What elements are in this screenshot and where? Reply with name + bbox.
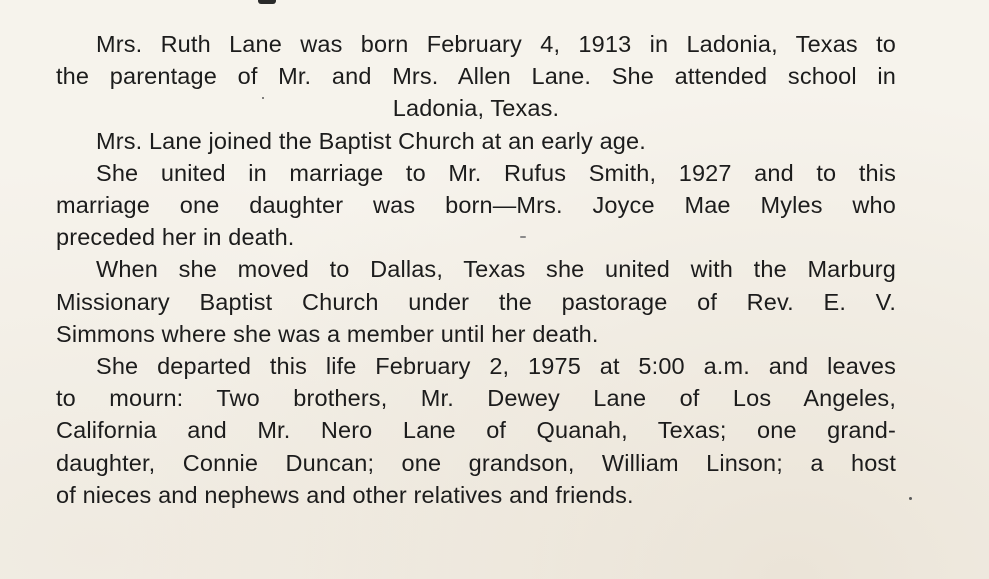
obituary-text: [56, 28, 896, 511]
text-line: Missionary Baptist Church under the pastorage of Rev. E. V.: [56, 288, 896, 315]
text-line: Ladonia, Texas.: [392, 95, 560, 122]
text-line: Mrs. Lane joined the Baptist Church at an early age.: [96, 127, 646, 154]
text-line: preceded her in death.: [56, 224, 295, 251]
text-line: Simmons where she was a member until her death.: [56, 320, 599, 347]
text-line: California and Mr. Nero Lane of Quanah, Texas; one grand-: [56, 417, 896, 444]
text-line: daughter, Connie Duncan; one grandson, William Linson; a host: [56, 449, 896, 476]
paragraph-birth: [56, 28, 896, 125]
paragraph-marriage: [56, 157, 896, 254]
paragraph-dallas: [56, 253, 896, 350]
text-line: the parentage of Mr. and Mrs. Allen Lane. She attended school in: [56, 63, 896, 90]
text-line: to mourn: Two brothers, Mr. Dewey Lane of Los Angeles,: [56, 385, 896, 412]
ink-mark: [258, 0, 276, 4]
text-line: Mrs. Ruth Lane was born February 4, 1913 in Ladonia, Texas to: [96, 31, 896, 57]
paper-speck: [520, 236, 526, 238]
text-line: When she moved to Dallas, Texas she united with the Marburg: [96, 256, 896, 283]
paper-speck: [262, 97, 264, 99]
text-line: She united in marriage to Mr. Rufus Smith, 1927 and to this: [96, 159, 896, 186]
paragraph-church: [56, 125, 896, 157]
text-line: of nieces and nephews and other relatives and friends.: [56, 481, 634, 508]
paper-speck: [909, 497, 912, 500]
text-line: marriage one daughter was born—Mrs. Joyce Mae Myles who: [56, 192, 896, 219]
text-line: She departed this life February 2, 1975 at 5:00 a.m. and leaves: [96, 353, 896, 380]
paragraph-survivors: [56, 350, 896, 511]
